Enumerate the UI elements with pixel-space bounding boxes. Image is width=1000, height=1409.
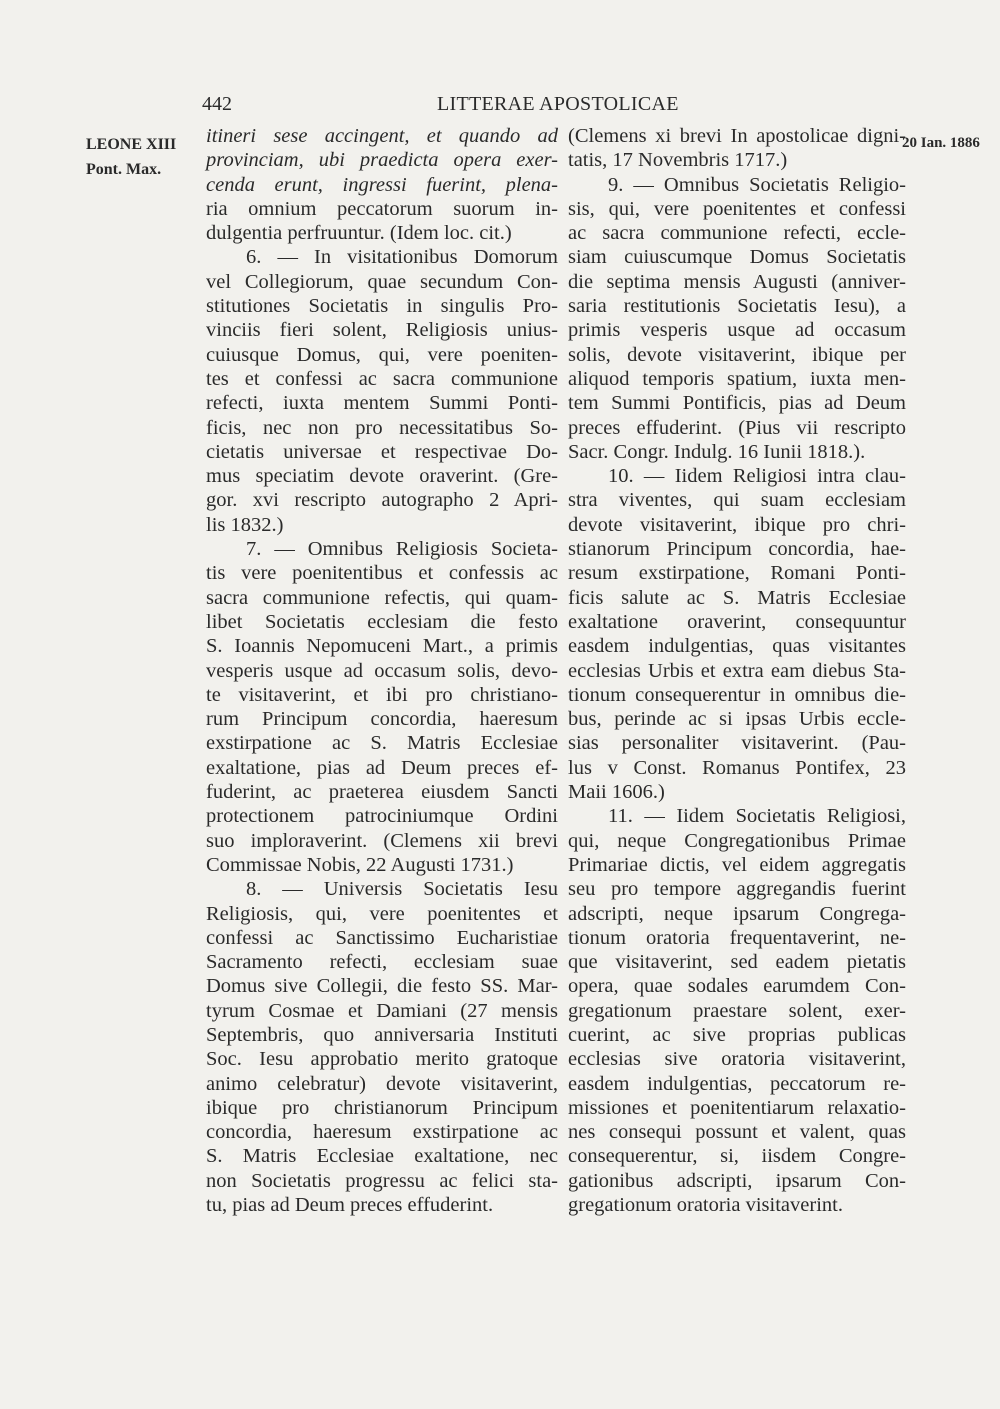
- text-line: Sacr. Congr. Indulg. 16 Iunii 1818.).: [568, 440, 866, 463]
- text-line: cuiusque Domus, qui, vere poeniten-: [206, 343, 558, 366]
- text-line: gor. xvi rescripto autographo 2 Apri-: [206, 489, 558, 512]
- text-line: provinciam, ubi praedicta opera exer-: [206, 149, 558, 172]
- text-line: ria omnium peccatorum suorum in-: [206, 197, 558, 220]
- text-line: easdem indulgentias, peccatorum re-: [568, 1072, 906, 1095]
- margin-note-left: [86, 132, 196, 182]
- left-text-column: [206, 124, 558, 1217]
- text-line: confessi ac Sanctissimo Eucharistiae: [206, 926, 558, 949]
- text-line: protectionem patrociniumque Ordini: [206, 805, 558, 828]
- text-line: resum exstirpatione, Romani Ponti-: [568, 562, 906, 585]
- text-line: ficis salute ac S. Matris Ecclesiae: [568, 586, 906, 609]
- right-text-column: [568, 124, 906, 1217]
- text-line: refecti, iuxta mentem Summi Ponti-: [206, 392, 558, 415]
- text-line: dulgentia perfruuntur. (Idem loc. cit.): [206, 222, 512, 245]
- text-line: exaltatione, pias ad Deum preces ef-: [206, 756, 558, 779]
- margin-date: 20 Ian. 1886: [902, 135, 980, 151]
- text-line: Commissae Nobis, 22 Augusti 1731.): [206, 853, 514, 876]
- text-line: nes consequi possunt et valent, quas: [568, 1121, 906, 1144]
- text-line: S. Ioannis Nepomuceni Mart., a primis: [206, 635, 558, 658]
- page-number: 442: [202, 93, 232, 115]
- text-line: opera, quae sodales earumdem Con-: [568, 975, 906, 998]
- text-line: te visitaverint, et ibi pro christiano-: [206, 683, 558, 706]
- text-line: tis vere poenitentibus et confessis ac: [206, 562, 558, 585]
- text-line: aliquod temporis spatium, iuxta men-: [568, 367, 906, 390]
- text-line: tionum oratoria frequentaverint, ne-: [568, 926, 906, 949]
- text-line: 6. — In visitationibus Domorum: [246, 246, 558, 269]
- text-line: ac sacra communione refecti, eccle-: [568, 222, 906, 245]
- text-line: libet Societatis ecclesiam die festo: [206, 610, 558, 633]
- text-line: tatis, 17 Novembris 1717.): [568, 149, 788, 172]
- text-line: stitutiones Societatis in singulis Pro-: [206, 295, 558, 318]
- text-line: cuerint, ac sive proprias publicas: [568, 1023, 906, 1046]
- text-line: preces effuderint. (Pius vii rescripto: [568, 416, 906, 439]
- text-line: suo imploraverint. (Clemens xii brevi: [206, 829, 558, 852]
- text-line: Primariae dictis, vel eidem aggregatis: [568, 853, 906, 876]
- text-line: 10. — Iidem Religiosi intra clau-: [608, 465, 906, 488]
- text-line: stianorum Principum concordia, hae-: [568, 538, 906, 561]
- text-line: ficis, nec non pro necessitatibus So-: [206, 416, 558, 439]
- text-line: consequerentur, si, iisdem Congre-: [568, 1145, 906, 1168]
- text-line: animo celebratur) devote visitaverint,: [206, 1072, 558, 1095]
- text-line: sacra communione refectis, qui quam-: [206, 586, 558, 609]
- text-line: fuderint, ac praeterea eiusdem Sancti: [206, 781, 558, 804]
- text-line: concordia, haeresum exstirpatione ac: [206, 1121, 558, 1144]
- text-line: Domus sive Collegii, die festo SS. Mar-: [206, 975, 558, 998]
- text-line: vesperis usque ad occasum solis, devo-: [206, 659, 558, 682]
- text-line: 11. — Iidem Societatis Religiosi,: [608, 805, 906, 828]
- text-line: exstirpatione ac S. Matris Ecclesiae: [206, 732, 558, 755]
- text-line: cenda erunt, ingressi fuerint, plena-: [206, 173, 558, 196]
- text-line: Septembris, quo anniversaria Instituti: [206, 1023, 558, 1046]
- text-line: vel Collegiorum, quae secundum Con-: [206, 270, 558, 293]
- text-line: mus speciatim devote oraverint. (Gre-: [206, 465, 558, 488]
- text-line: Maii 1606.): [568, 781, 665, 804]
- text-line: Soc. Iesu approbatio merito gratoque: [206, 1048, 558, 1071]
- text-line: 8. — Universis Societatis Iesu: [246, 878, 558, 901]
- text-line: tes et confessi ac sacra communione: [206, 367, 558, 390]
- text-line: 9. — Omnibus Societatis Religio-: [608, 173, 906, 196]
- text-line: saria restitutionis Societatis Iesu), a: [568, 295, 906, 318]
- running-title: LITTERAE APOSTOLICAE: [437, 93, 679, 115]
- text-line: stra viventes, qui suam ecclesiam: [568, 489, 906, 512]
- text-line: 7. — Omnibus Religiosis Societa-: [246, 538, 558, 561]
- text-line: vinciis fieri solent, Religiosis unius-: [206, 319, 558, 342]
- text-line: lis 1832.): [206, 513, 284, 536]
- text-line: ecclesias sive oratoria visitaverint,: [568, 1048, 906, 1071]
- text-line: Religiosis, qui, vere poenitentes et: [206, 902, 558, 925]
- text-line: tyrum Cosmae et Damiani (27 mensis: [206, 999, 558, 1022]
- text-line: bus, perinde ac si ipsas Urbis eccle-: [568, 708, 906, 731]
- text-line: gationibus adscripti, ipsarum Con-: [568, 1169, 906, 1192]
- text-line: gregationum oratoria visitaverint.: [568, 1194, 843, 1217]
- text-line: tu, pias ad Deum preces effuderint.: [206, 1194, 494, 1217]
- text-line: cietatis universae et respectivae Do-: [206, 440, 558, 463]
- text-line: adscripti, neque ipsarum Congrega-: [568, 902, 906, 925]
- text-line: itineri sese accingent, et quando ad: [206, 125, 558, 147]
- text-line: primis vesperis usque ad occasum: [568, 319, 906, 342]
- text-line: exaltatione oraverint, consequuntur: [568, 610, 906, 633]
- text-line: gregationum praestare solent, exer-: [568, 999, 906, 1022]
- text-line: qui, neque Congregationibus Primae: [568, 829, 906, 852]
- text-line: S. Matris Ecclesiae exaltatione, nec: [206, 1145, 558, 1168]
- text-line: Sacramento refecti, ecclesiam suae: [206, 951, 558, 974]
- text-line: (Clemens xi brevi In apostolicae digni-: [568, 125, 906, 147]
- margin-pope-name: LEONE XIII: [86, 136, 177, 153]
- text-line: siam cuiuscumque Domus Societatis: [568, 246, 906, 269]
- text-line: easdem indulgentias, quas visitantes: [568, 635, 906, 658]
- text-line: tionum consequerentur in omnibus die-: [568, 683, 906, 706]
- text-line: non Societatis progressu ac felici sta-: [206, 1169, 558, 1192]
- text-line: die septima mensis Augusti (anniver-: [568, 270, 906, 293]
- text-line: ibique pro christianorum Principum: [206, 1096, 558, 1119]
- text-line: lus v Const. Romanus Pontifex, 23: [568, 756, 906, 779]
- text-line: sis, qui, vere poenitentes et confessi: [568, 197, 906, 220]
- text-line: devote visitaverint, ibique pro chri-: [568, 513, 906, 536]
- text-line: solis, devote visitaverint, ibique per: [568, 343, 906, 366]
- text-line: missiones et poenitentiarum relaxatio-: [568, 1096, 906, 1119]
- text-line: tem Summi Pontificis, pias ad Deum: [568, 392, 906, 415]
- text-line: que visitaverint, sed eadem pietatis: [568, 951, 906, 974]
- margin-pope-title: Pont. Max.: [86, 161, 162, 178]
- text-line: seu pro tempore aggregandis fuerint: [568, 878, 906, 901]
- text-line: sias personaliter visitaverint. (Pau-: [568, 732, 906, 755]
- text-line: ecclesias Urbis et extra eam diebus Sta-: [568, 659, 906, 682]
- text-line: rum Principum concordia, haeresum: [206, 708, 558, 731]
